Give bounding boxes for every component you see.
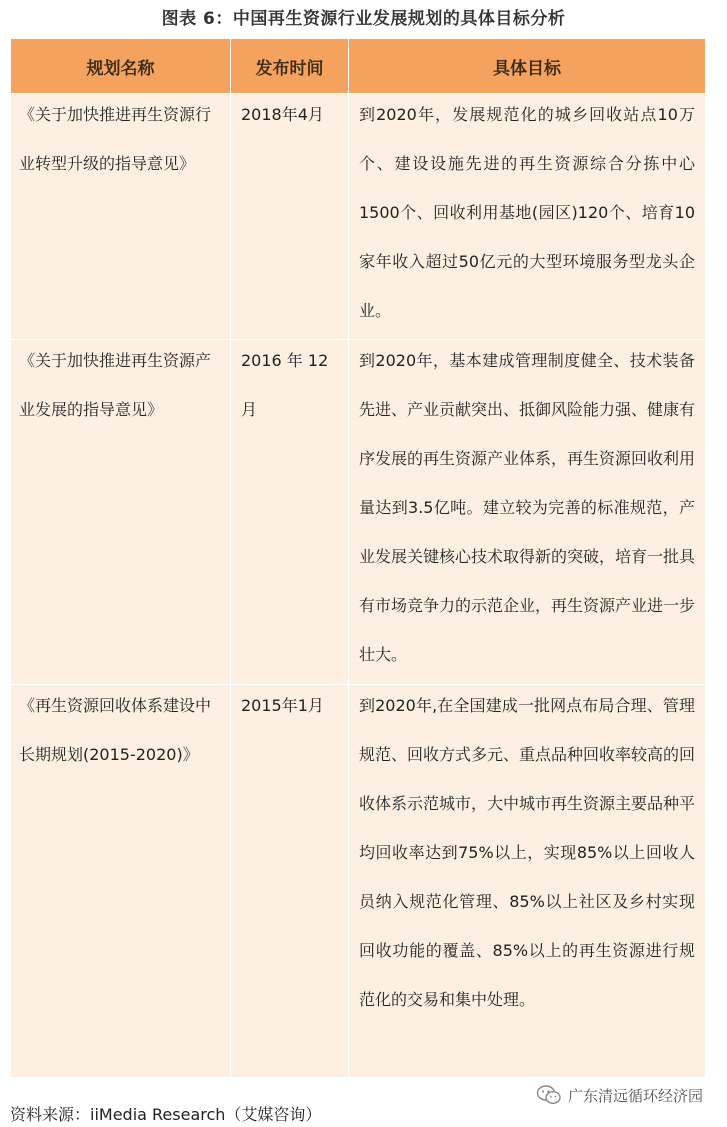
plan-name-cell	[11, 685, 231, 1078]
table-row	[11, 340, 706, 685]
plan-name: 《再生资源回收体系建设中长期规划(2015-2020)》	[19, 696, 212, 764]
watermark-text: 广东清远循环经济园	[567, 1086, 703, 1105]
goal-text: 到2020年，基本建成管理制度健全、技术装备先进、产业贡献突出、抵御风险能力强、健康有序发展的再生资源产业体系，再生资源回收利用量达到3.5亿吨。建立较为完善的标准规范，产业发展关键核心技术取得新的突破，培育一批具有市场竞争力的示范企业，再生资源产业进一步壮大。	[359, 351, 696, 664]
planning-goals-table	[10, 38, 706, 1078]
plan-name-cell	[11, 94, 231, 340]
release-date: 2015年1月	[241, 696, 324, 715]
table-header-row	[11, 39, 706, 94]
source-note: 资料来源：iiMedia Research（艾媒咨询）	[10, 1105, 322, 1124]
account-watermark	[536, 1083, 703, 1107]
table-row	[11, 685, 706, 1078]
release-date-cell	[231, 340, 349, 685]
plan-name-cell	[11, 340, 231, 685]
goal-cell	[349, 685, 706, 1078]
goal-cell	[349, 94, 706, 340]
header-plan-name: 规划名称	[11, 39, 231, 94]
goal-text: 到2020年,在全国建成一批网点布局合理、管理规范、回收方式多元、重点品种回收率较高的回收体系示范城市，大中城市再生资源主要品种平均回收率达到75%以上，实现85%以上回收人员纳入规范化管理、85%以上社区及乡村实现回收功能的覆盖、85%以上的再生资源进行规范化的交易和集中处理。	[359, 696, 696, 1009]
release-date-cell	[231, 94, 349, 340]
plan-name: 《关于加快推进再生资源行业转型升级的指导意见》	[19, 105, 212, 173]
plan-name: 《关于加快推进再生资源产业发展的指导意见》	[19, 351, 212, 419]
goal-cell	[349, 340, 706, 685]
table-caption: 图表 6：中国再生资源行业发展规划的具体目标分析	[161, 9, 566, 29]
release-date: 2018年4月	[241, 105, 324, 124]
goal-text: 到2020年，发展规范化的城乡回收站点10万个、建设设施先进的再生资源综合分拣中心1500个、回收利用基地(园区)120个、培育10家年收入超过50亿元的大型环境服务型龙头企业。	[359, 105, 695, 320]
release-date-cell	[231, 685, 349, 1078]
header-release-date: 发布时间	[231, 39, 349, 94]
table-row	[11, 94, 706, 340]
header-specific-goals: 具体目标	[349, 39, 706, 94]
wechat-icon	[536, 1084, 562, 1106]
release-date: 2016 年 12 月	[241, 351, 329, 419]
